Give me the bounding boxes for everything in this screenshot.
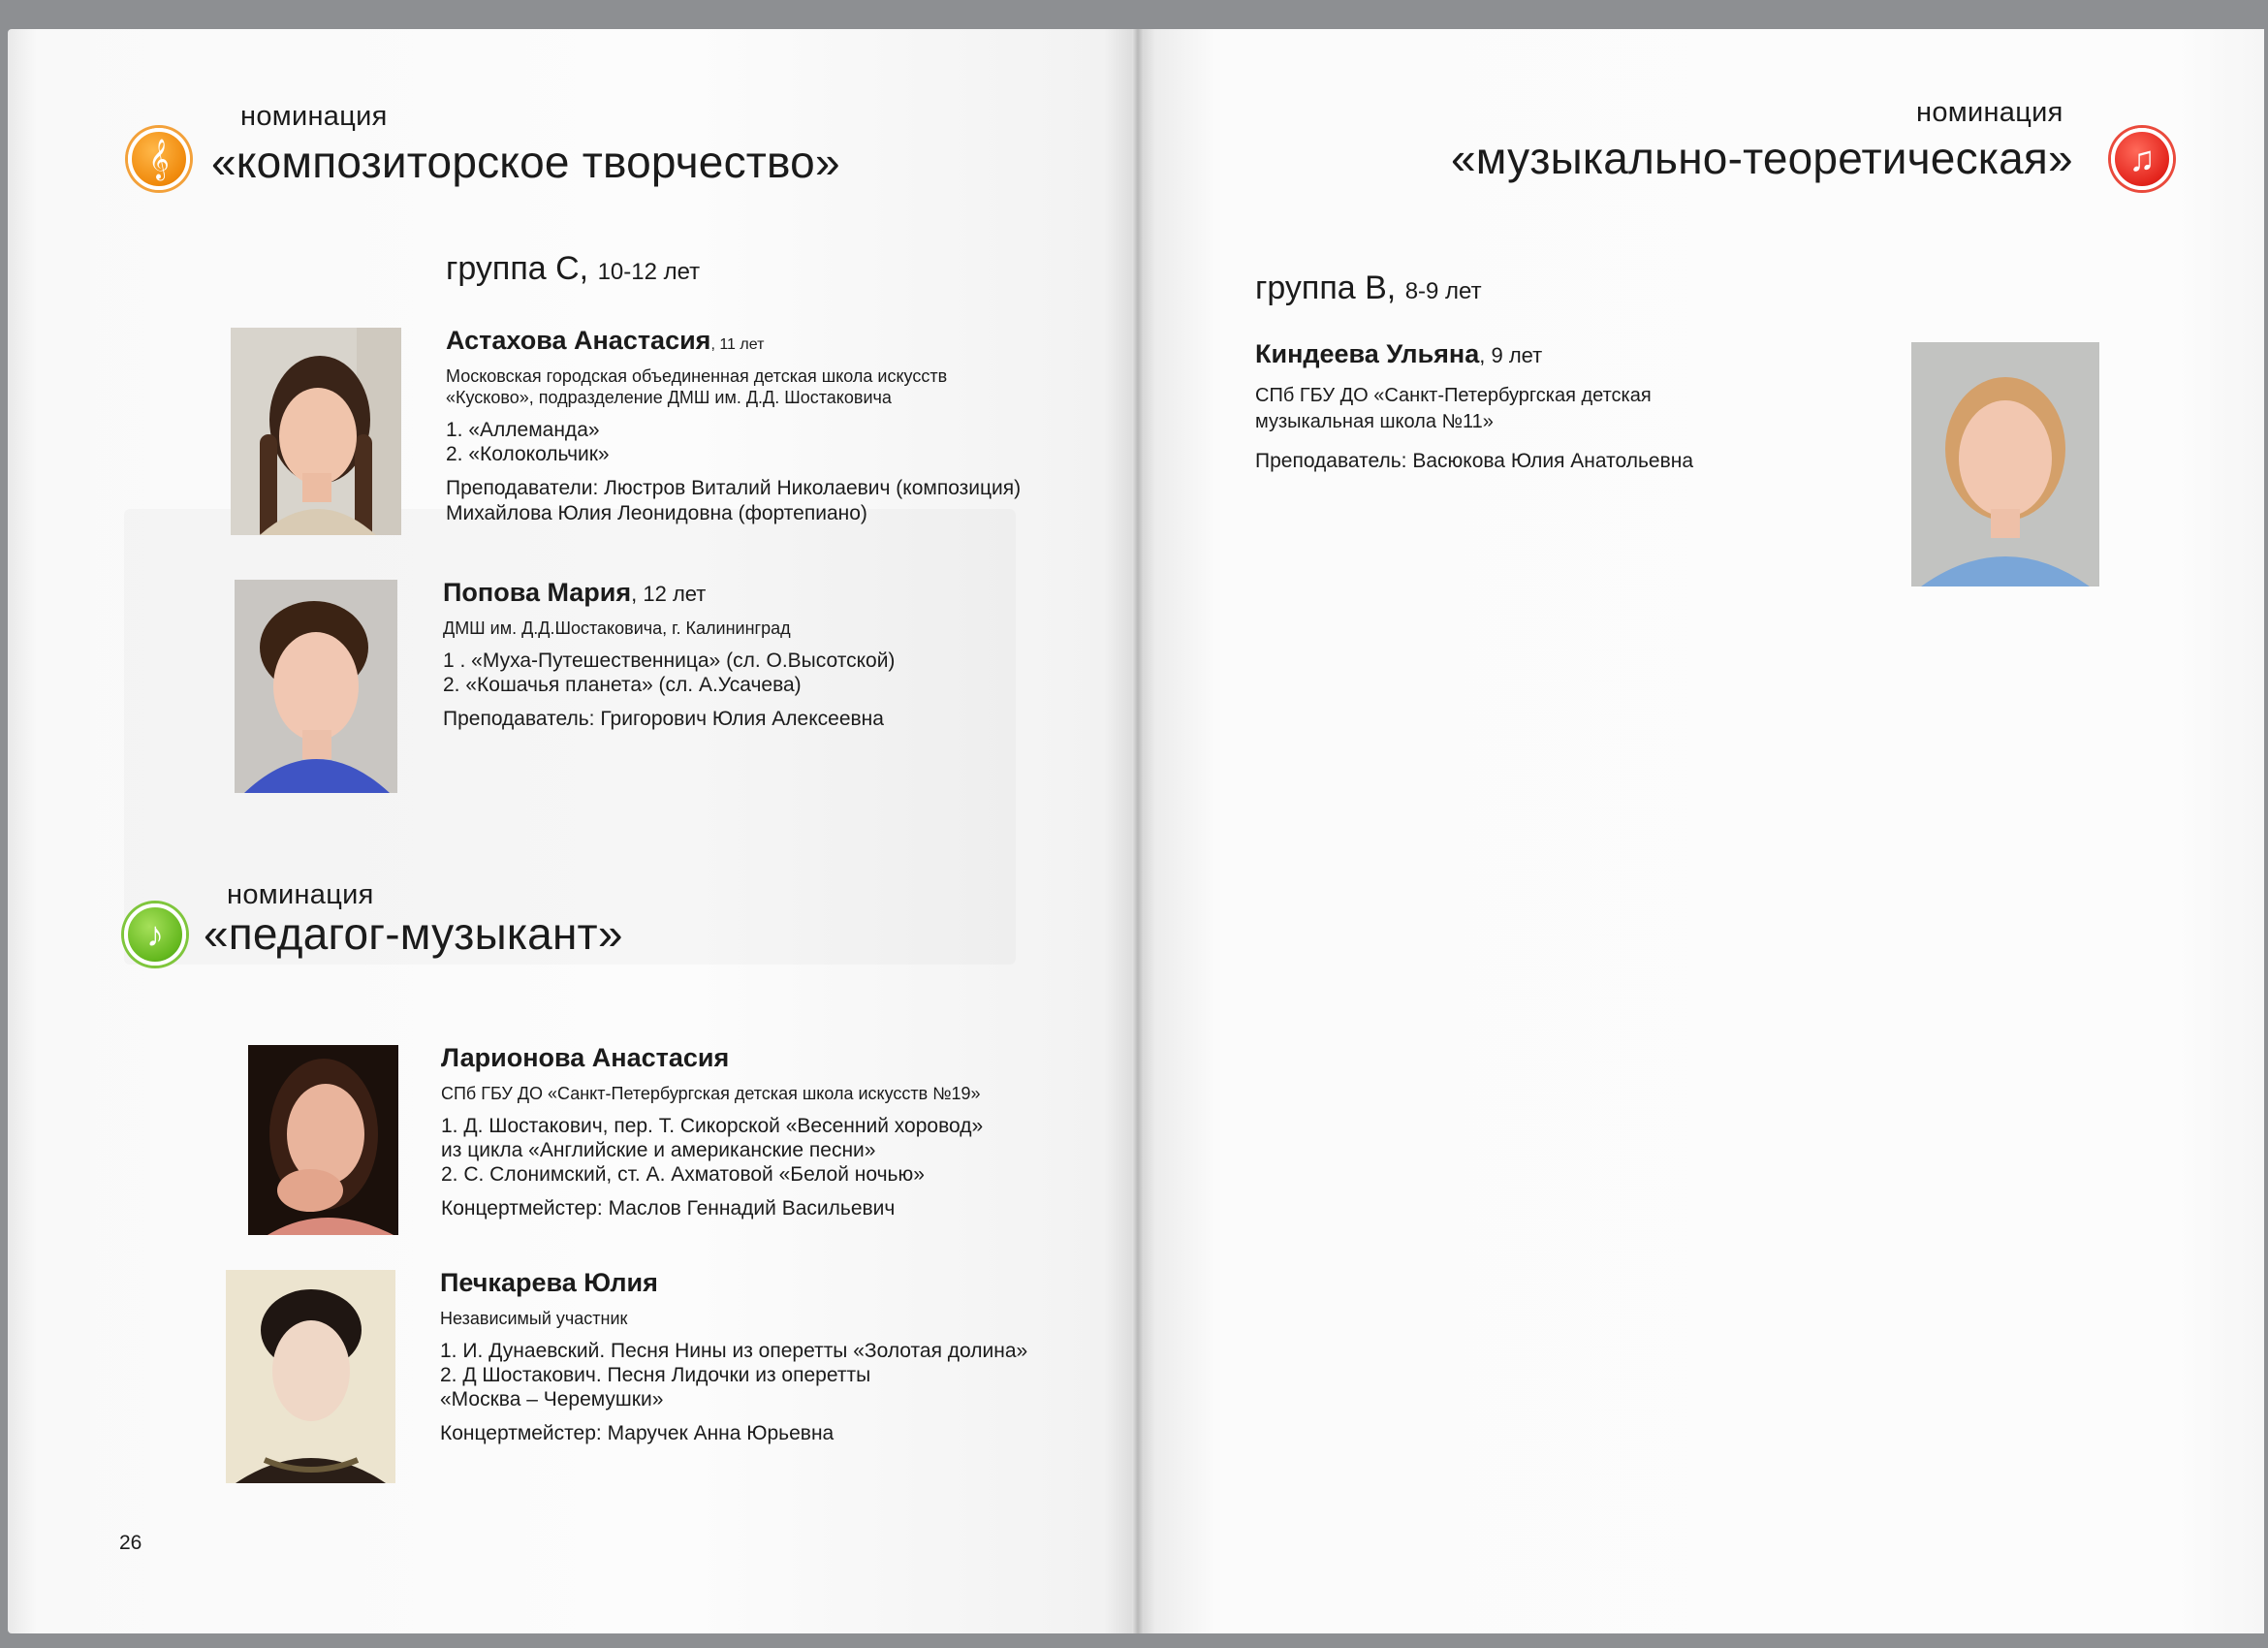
participant-entry bbox=[1255, 339, 1856, 474]
teachers bbox=[1255, 449, 1856, 474]
participant-photo bbox=[1911, 342, 2099, 586]
teacher-line: Преподаватель: Григорович Юлия Алексеевна bbox=[443, 708, 884, 730]
participant-photo bbox=[235, 580, 397, 793]
participant-photo bbox=[226, 1270, 395, 1483]
teachers bbox=[443, 707, 1102, 732]
nomination-label: номинация bbox=[240, 101, 388, 132]
school-text bbox=[1255, 383, 1856, 435]
teacher-line: Михайлова Юлия Леонидовна (фортепиано) bbox=[446, 502, 867, 524]
work-item: 1 . «Муха-Путешественница» (сл. О.Высотской) bbox=[443, 650, 896, 672]
teacher-line: Преподаватели: Люстров Виталий Николаевич (композиция) bbox=[446, 477, 1022, 499]
nomination-label: номинация bbox=[227, 879, 374, 910]
work-item: 2. Д Шостакович. Песня Лидочки из оперетты bbox=[440, 1364, 871, 1386]
participant-name-line bbox=[446, 326, 1105, 356]
participant-age: , 12 лет bbox=[631, 582, 707, 606]
nomination-label: номинация bbox=[1916, 97, 2063, 128]
nomination-title: «музыкально-теоретическая» bbox=[1451, 133, 2073, 183]
participant-photo bbox=[231, 328, 401, 535]
group-heading bbox=[446, 250, 700, 288]
school-text bbox=[443, 618, 1102, 639]
works-list bbox=[443, 649, 1102, 697]
eighth-note-icon: ♪ bbox=[124, 903, 186, 966]
works-list bbox=[446, 418, 1105, 466]
participant-age: , 9 лет bbox=[1479, 343, 1543, 367]
beamed-notes-icon: ♫ bbox=[2111, 128, 2173, 190]
group-heading bbox=[1255, 269, 1482, 307]
participant-name: Печкарева Юлия bbox=[440, 1268, 658, 1297]
teachers bbox=[441, 1196, 1139, 1221]
group-age: 10-12 лет bbox=[597, 259, 701, 285]
participant-name: Киндеева Ульяна bbox=[1255, 339, 1480, 368]
school-text bbox=[446, 365, 1105, 408]
work-item: 1. «Аллеманда» bbox=[446, 419, 600, 441]
work-item: 2. «Кошачья планета» (сл. А.Усачева) bbox=[443, 674, 802, 696]
group-name: группа C, bbox=[446, 250, 589, 287]
teacher-line: Концертмейстер: Маручек Анна Юрьевна bbox=[440, 1422, 835, 1444]
teachers bbox=[446, 476, 1105, 526]
participant-name-line bbox=[1255, 339, 1856, 369]
group-age: 8-9 лет bbox=[1404, 278, 1482, 304]
school-line: «Кусково», подразделение ДМШ им. Д.Д. Шостаковича bbox=[446, 388, 892, 407]
work-item: 1. Д. Шостакович, пер. Т. Сикорской «Весенний хоровод» bbox=[441, 1115, 984, 1137]
participant-entry bbox=[440, 1268, 1138, 1446]
school-line: Московская городская объединенная детская школа искусств bbox=[446, 366, 948, 386]
participant-name: Ларионова Анастасия bbox=[441, 1043, 730, 1072]
work-item: из цикла «Английские и американские песни» bbox=[441, 1139, 876, 1161]
works-list bbox=[441, 1114, 1139, 1187]
school-line: СПб ГБУ ДО «Санкт-Петербургская детская bbox=[1255, 385, 1652, 406]
work-item: 2. «Колокольчик» bbox=[446, 443, 610, 465]
works-list bbox=[440, 1339, 1138, 1411]
group-name: группа B, bbox=[1255, 269, 1397, 306]
participant-name: Попова Мария bbox=[443, 578, 632, 607]
work-item: «Москва – Черемушки» bbox=[440, 1388, 664, 1410]
teacher-line: Концертмейстер: Маслов Геннадий Васильевич bbox=[441, 1197, 896, 1220]
school-line: Независимый участник bbox=[440, 1309, 628, 1328]
participant-name-line bbox=[443, 578, 1102, 608]
teachers bbox=[440, 1421, 1138, 1446]
participant-age: , 11 лет bbox=[710, 336, 765, 353]
school-line: СПб ГБУ ДО «Санкт-Петербургская детская школа искусств №19» bbox=[441, 1084, 981, 1103]
participant-entry bbox=[441, 1043, 1139, 1221]
school-text bbox=[441, 1083, 1139, 1104]
participant-photo bbox=[248, 1045, 398, 1235]
nomination-title: «педагог-музыкант» bbox=[204, 908, 623, 959]
school-line: музыкальная школа №11» bbox=[1255, 411, 1494, 432]
school-line: ДМШ им. Д.Д.Шостаковича, г. Калининград bbox=[443, 618, 791, 638]
page-number: 26 bbox=[119, 1532, 142, 1554]
work-item: 1. И. Дунаевский. Песня Нины из оперетты «Золотая долина» bbox=[440, 1340, 1028, 1362]
participant-name: Астахова Анастасия bbox=[446, 326, 711, 355]
participant-entry bbox=[446, 326, 1105, 526]
participant-entry bbox=[443, 578, 1102, 732]
treble-clef-icon: 𝄞 bbox=[128, 128, 190, 190]
teacher-line: Преподаватель: Васюкова Юлия Анатольевна bbox=[1255, 450, 1694, 472]
work-item: 2. С. Слонимский, ст. А. Ахматовой «Белой ночью» bbox=[441, 1163, 925, 1186]
nomination-title: «композиторское творчество» bbox=[211, 137, 840, 187]
school-text bbox=[440, 1308, 1138, 1329]
